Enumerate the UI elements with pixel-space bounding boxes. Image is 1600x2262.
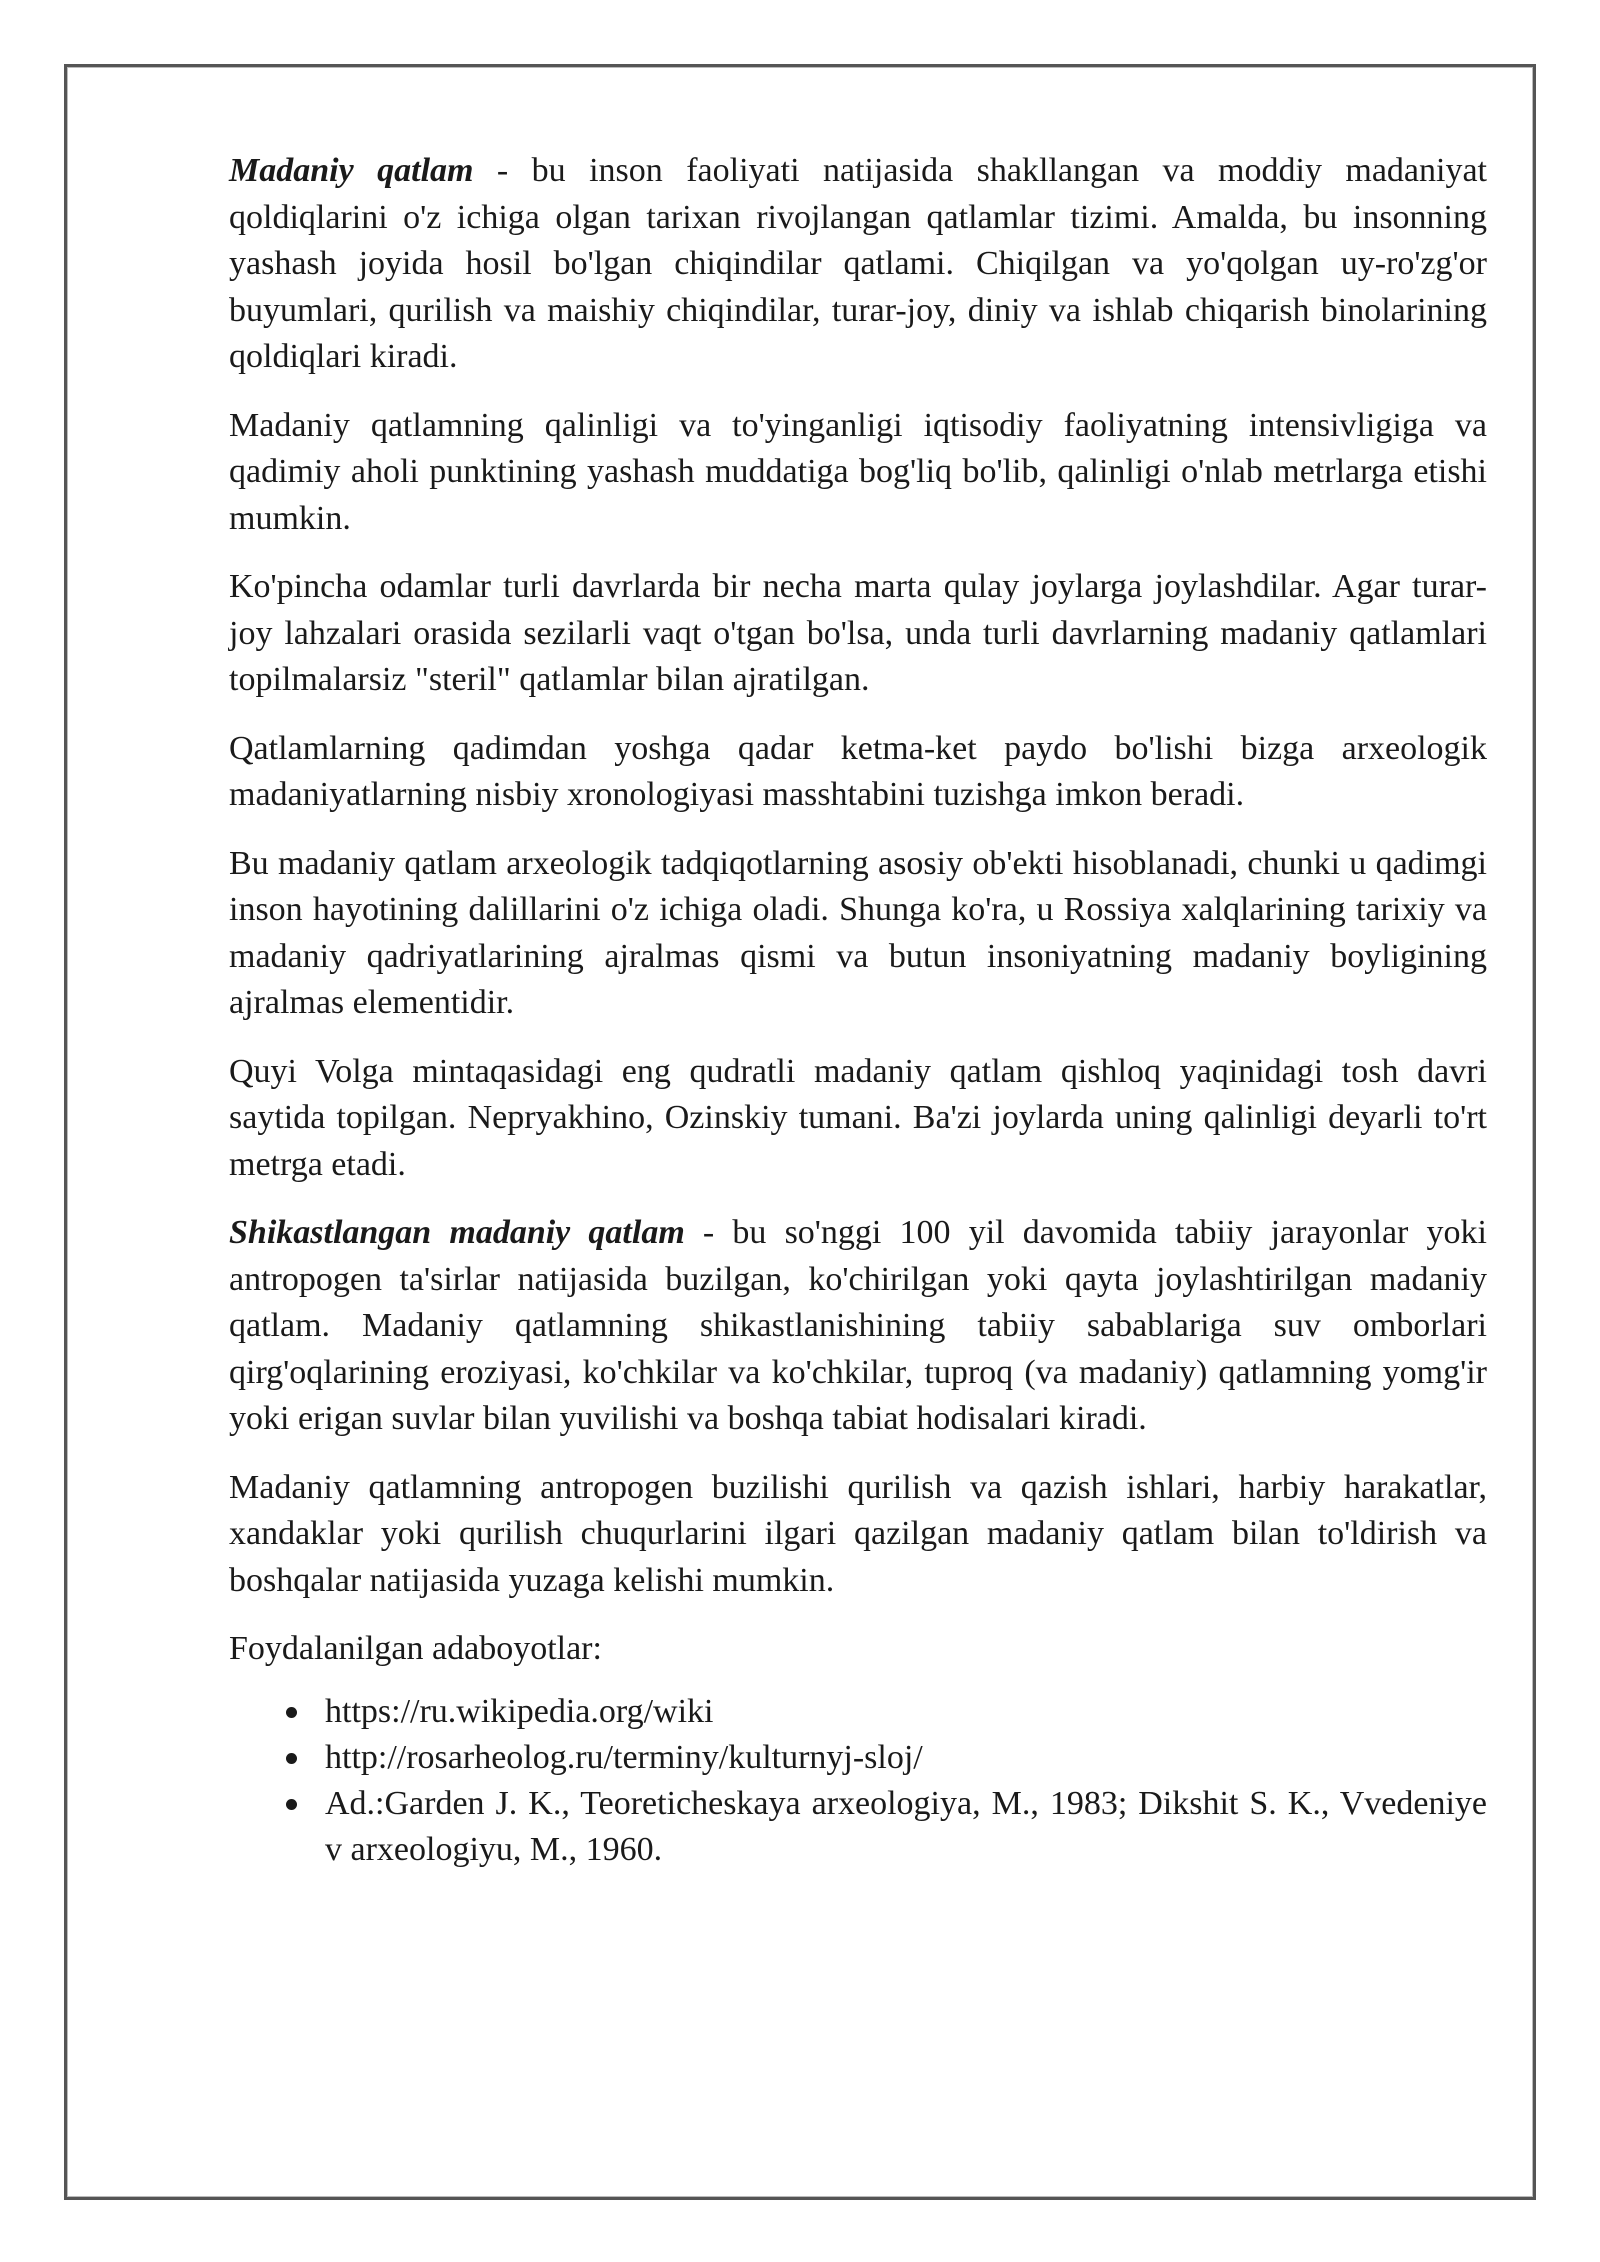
bullet-icon [286,1753,297,1764]
term-shikastlangan-madaniy-qatlam: Shikastlangan madaniy qatlam [229,1214,685,1251]
paragraph-settlement-periods: Ko'pincha odamlar turli davrlarda bir necha marta qulay joylarga joylashdilar. Agar turar-joy lahzalari orasida sezilarli vaqt o'tgan bo'lsa, unda turli davrlarning madaniy qatlamlari topilmalarsiz "steril" qatlamlar bilan ajratilgan. [229,568,1487,698]
reference-text: http://rosarheolog.ru/terminy/kulturnyj-sloj/ [325,1738,923,1776]
paragraph-lower-volga: Quyi Volga mintaqasidagi eng qudratli madaniy qatlam qishloq yaqinidagi tosh davri saytida topilgan. Nepryakhino, Ozinskiy tumani. Ba'zi joylarda uning qalinligi deyarli to'rt metrga etadi. [229,1052,1487,1183]
reference-item [229,1735,1487,1781]
paragraph-definition [229,148,1487,381]
document-body [229,148,1487,1873]
references-title: Foydalanilgan adaboyotlar: [229,1630,602,1667]
reference-text: https://ru.wikipedia.org/wiki [325,1692,714,1730]
bullet-icon [286,1707,297,1718]
term-madaniy-qatlam: Madaniy qatlam [229,152,474,189]
bullet-icon [286,1799,297,1810]
reference-text: Ad.:Garden J. K., Teoreticheskaya arxeologiya, M., 1983; Dikshit S. K., Vvedeniye v arxeologiyu, M., 1960. [325,1784,1487,1868]
paragraph-chronology: Qatlamlarning qadimdan yoshga qadar ketma-ket paydo bo'lishi bizga arxeologik madaniyatlarning nisbiy xronologiyasi masshtabini tuzishga imkon beradi. [229,729,1487,813]
paragraph-damaged-layer [229,1210,1487,1443]
paragraph-research-object: Bu madaniy qatlam arxeologik tadqiqotlarning asosiy ob'ekti hisoblanadi, chunki u qadimgi inson hayotining dalillarini o'z ichiga oladi. Shunga ko'ra, u Rossiya xalqlarining tarixiy va madaniy qadriyatlarining ajralmas qismi va butun insoniyatning madaniy boyligining ajralmas elementidir. [229,844,1487,1021]
paragraph-text: - bu so'nggi 100 yil davomida tabiiy jarayonlar yoki antropogen ta'sirlar natijasida buzilgan, ko'chirilgan yoki qayta joylashtirilgan madaniy qatlam. Madaniy qatlamning shikastlanishining tabiiy sabablariga suv omborlari qirg'oqlarining eroziyasi, ko'chkilar va ko'chkilar, tuproq (va madaniy) qatlamning yomg'ir yoki erigan suvlar bilan yuvilishi va boshqa tabiat hodisalari kiradi. [229,1214,1487,1437]
reference-item [229,1689,1487,1735]
paragraph-text: - bu inson faoliyati natijasida shakllangan va moddiy madaniyat qoldiqlarini o'z ichiga olgan tarixan rivojlangan qatlamlar tizimi. Amalda, bu insonning yashash joyida hosil bo'lgan chiqindilar qatlami. Chiqilgan va yo'qolgan uy-ro'zg'or buyumlari, qurilish va maishiy chiqindilar, turar-joy, diniy va ishlab chiqarish binolarining qoldiqlari kiradi. [229,152,1487,375]
paragraph-thickness: Madaniy qatlamning qalinligi va to'yinganligi iqtisodiy faoliyatning intensivligiga va qadimiy aholi punktining yashash muddatiga bog'liq bo'lib, qalinligi o'nlab metrlarga etishi mumkin. [229,406,1487,537]
reference-item [229,1781,1487,1873]
paragraph-anthropogenic-damage: Madaniy qatlamning antropogen buzilishi qurilish va qazish ishlari, harbiy harakatlar, xandaklar yoki qurilish chuqurlarini ilgari qazilgan madaniy qatlam bilan to'ldirish va boshqalar natijasida yuzaga kelishi mumkin. [229,1468,1487,1599]
references-list [229,1689,1487,1873]
